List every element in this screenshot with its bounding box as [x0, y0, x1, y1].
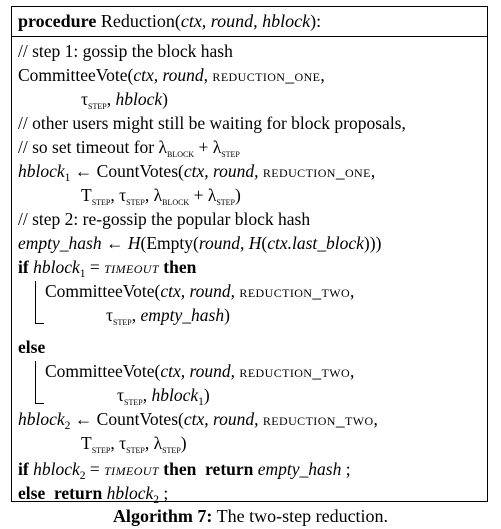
line-else-return: else return hblock$_2$ ; — [18, 483, 169, 506]
line-empty-hash: empty_hash ← H(Empty(round, H(ctx.last_block))) — [18, 233, 382, 253]
line-if-return: if hblock$_2$ = timeout then return empty_hash ; — [18, 459, 351, 482]
procedure-close: ): — [310, 11, 322, 31]
caption-label: Algorithm 7: — [112, 506, 213, 526]
then-block-bar — [35, 281, 44, 324]
comment-step-1: // step 1: gossip the block hash — [18, 41, 233, 61]
procedure-name: Reduction — [100, 11, 175, 31]
line-count-votes-1: hblock$_1$ ← CountVotes(ctx, round, reduction_one, — [18, 161, 376, 184]
procedure-keyword: procedure — [18, 11, 97, 31]
comment-timeout: // so set timeout for $\lambda_{block} + \lambda_{step}$ — [18, 137, 240, 160]
comment-step-2: // step 2: re-gossip the popular block hash — [18, 209, 311, 229]
else-block-bar — [35, 361, 44, 404]
line-committee-vote-1-args: $\tau_{step}$, hblock) — [81, 89, 168, 112]
line-count-votes-2: hblock$_2$ ← CountVotes(ctx, round, reduction_two, — [18, 409, 378, 432]
algorithm-caption — [0, 505, 501, 527]
procedure-params: ctx, round, hblock — [180, 11, 311, 31]
line-committee-vote-3: CommitteeVote(ctx, round, reduction_two, — [45, 361, 355, 381]
line-if-timeout: if hblock$_1$ = timeout then — [18, 257, 197, 280]
line-committee-vote-3-args: $\tau_{step}$, hblock$_1$) — [117, 385, 210, 408]
line-committee-vote-2: CommitteeVote(ctx, round, reduction_two, — [45, 281, 355, 301]
line-else: else — [18, 337, 46, 357]
comment-waiting: // other users might still be waiting for block proposals, — [18, 113, 406, 133]
line-committee-vote-1: CommitteeVote(ctx, round, reduction_one, — [18, 65, 325, 85]
procedure-header: procedure Reduction(ctx, round, hblock): — [12, 7, 487, 37]
caption-text: The two-step reduction. — [216, 506, 389, 526]
line-count-votes-1-args: $T_{step}$, $\tau_{step}$, $\lambda_{block} + \lambda_{step}$) — [81, 185, 241, 208]
line-committee-vote-2-args: $\tau_{step}$, empty_hash) — [106, 305, 230, 328]
algorithm-box — [11, 6, 488, 506]
line-count-votes-2-args: $T_{step}$, $\tau_{step}$, $\lambda_{step}$) — [81, 433, 187, 456]
